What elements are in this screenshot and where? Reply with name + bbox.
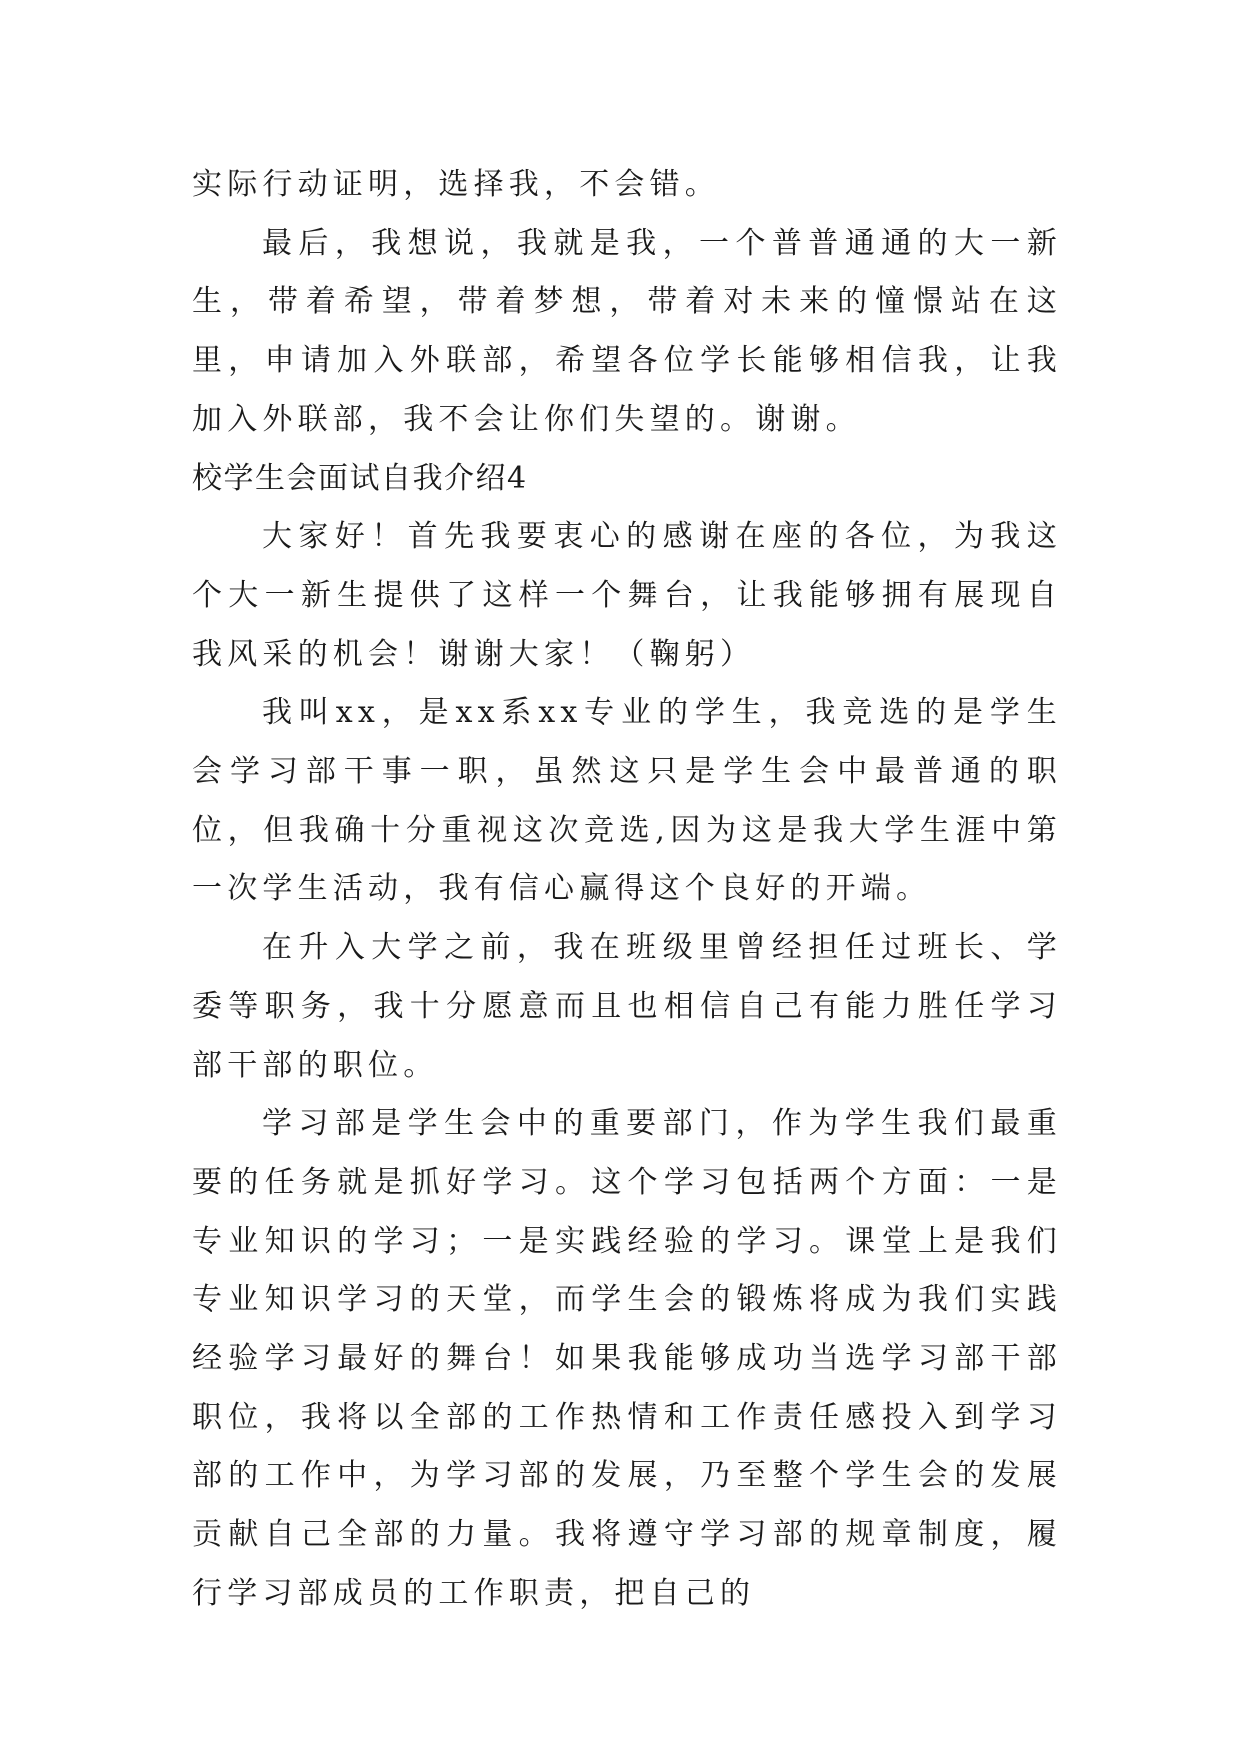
section-heading: 校学生会面试自我介绍4 bbox=[192, 460, 528, 496]
paragraph-continuation: 实际行动证明，选择我，不会错。 bbox=[192, 167, 720, 202]
paragraph-department: 学习部是学生会中的重要部门，作为学生我们最重要的任务就是抓好学习。这个学习包括两个方面：一是专业知识的学习；一是实践经验的学习。课堂上是我们专业知识学习的天堂，而学生会的锻炼将成为我们实践经验学习最好的舞台！如果我能够成功当选学习部干部职位，我将以全部的工作热情和工作责任感投入到学习部的工作中，为学习部的发展，乃至整个学生会的发展贡献自己全部的力量。我将遵守学习部的规章制度，履行学习部成员的工作职责，把自己的 bbox=[192, 1106, 1062, 1611]
paragraph-introduction: 我叫xx，是xx系xx专业的学生，我竞选的是学生会学习部干事一职，虽然这只是学生会中最普通的职位，但我确十分重视这次竞选,因为这是我大学生涯中第一次学生活动，我有信心赢得这个良好的开端。 bbox=[192, 695, 1062, 907]
document-body bbox=[192, 156, 1062, 1624]
paragraph-closing: 最后，我想说，我就是我，一个普普通通的大一新生，带着希望，带着梦想，带着对未来的憧憬站在这里，申请加入外联部，希望各位学长能够相信我，让我加入外联部，我不会让你们失望的。谢谢。 bbox=[192, 225, 1062, 437]
paragraph-experience: 在升入大学之前，我在班级里曾经担任过班长、学委等职务，我十分愿意而且也相信自己有能力胜任学习部干部的职位。 bbox=[192, 930, 1062, 1083]
paragraph-greeting: 大家好！首先我要衷心的感谢在座的各位，为我这个大一新生提供了这样一个舞台，让我能够拥有展现自我风采的机会！谢谢大家！（鞠躬） bbox=[192, 519, 1062, 672]
